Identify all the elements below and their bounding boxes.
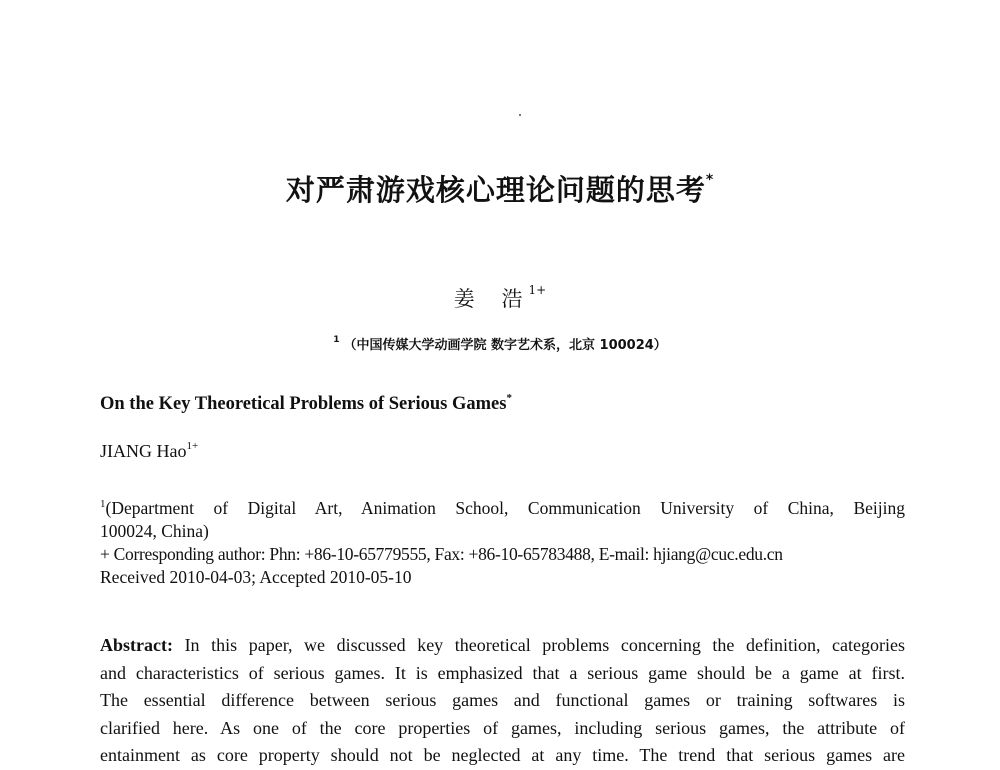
english-affiliation-superscript: 1 [100,498,106,510]
english-affiliation-line-2: 100024, China) [100,521,209,541]
english-author-name: JIANG Hao [100,441,187,461]
chinese-title-footnote-mark: * [705,172,715,188]
scan-dot [519,114,521,116]
chinese-affiliation-text: （中国传媒大学动画学院 数字艺术系，北京 100024） [343,338,667,353]
english-title-text: On the Key Theoretical Problems of Serious Games [100,394,507,414]
chinese-affiliation [0,334,1000,353]
chinese-title [0,168,1000,209]
english-affiliation-block [100,493,905,589]
english-affiliation-line [100,493,905,520]
english-author-superscript: 1+ [186,440,199,452]
abstract-line-2: and characteristics of serious games. It is emphasized that a serious game should be a game at first. [100,662,905,683]
english-affiliation-text: (Department of Digital Art, Animation School, Communication University of China, Beijing [105,498,905,518]
english-title [100,392,512,415]
chinese-title-text: 对严肃游戏核心理论问题的思考 [285,173,706,207]
chinese-author-name: 姜 浩 [453,287,533,311]
abstract-line-3: The essential difference between serious games and functional games or training softwares is [100,690,905,710]
abstract-line-4: clarified here. As one of the core properties of games, including serious games, the attribute of [100,717,905,738]
abstract-label: Abstract: [100,635,173,655]
english-title-footnote-mark: * [506,392,512,404]
chinese-author-superscript: 1+ [528,283,547,297]
abstract-line [100,632,905,660]
received-dates: Received 2010-04-03; Accepted 2010-05-10 [100,567,412,587]
abstract-line-1: In this paper, we discussed key theoretical problems concerning the definition, categories [172,635,905,655]
chinese-author [0,283,1000,313]
english-author [100,440,198,462]
corresponding-author: + Corresponding author: Phn: +86-10-65779555, Fax: +86-10-65783488, E-mail: hjiang@cuc.edu.cn [100,544,783,564]
chinese-affiliation-superscript: 1 [333,335,340,345]
abstract-line-5: entainment as core property should not be neglected at any time. The trend that serious games are [100,745,905,765]
abstract [100,632,905,770]
